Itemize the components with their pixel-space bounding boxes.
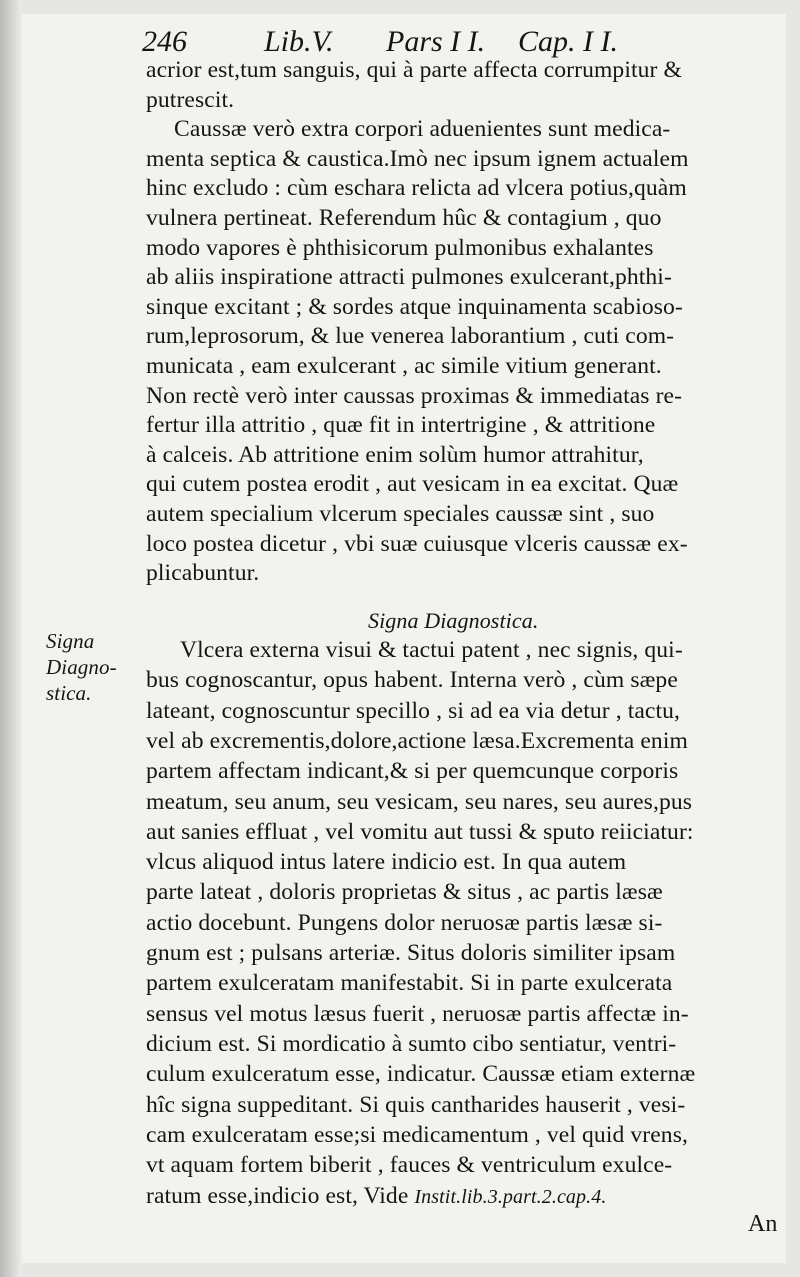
text-line: loco postea dicetur , vbi suæ cuiusque vlceris caussæ ex- bbox=[146, 530, 688, 557]
section-heading: Signa Diagnostica. bbox=[368, 608, 539, 633]
text-line: fertur illa attritio , quæ fit in intertrigine , & attritione bbox=[146, 412, 656, 439]
text-line: hinc excludo : cùm eschara relicta ad vlcera potius,quàm bbox=[146, 175, 687, 202]
text-line: acrior est,tum sanguis, qui à parte affecta corrumpitur & bbox=[146, 57, 682, 83]
text-line: ab aliis inspiratione attracti pulmones exulcerant,phthi- bbox=[146, 264, 672, 291]
text-line: partem exulceratam manifestabit. Si in parte exulcerata bbox=[146, 970, 673, 997]
text-line: Vlcera externa visui & tactui patent , nec signis, qui- bbox=[180, 637, 683, 663]
text-line: sinque excitant ; & sordes atque inquinamenta scabioso- bbox=[146, 293, 683, 320]
text-line-last bbox=[146, 1182, 606, 1210]
text-line: rum,leprosorum, & lue venerea laborantium , cuti com- bbox=[146, 323, 675, 350]
text-line: sensus vel motus læsus fuerit , neruosæ partis affectæ in- bbox=[146, 1000, 689, 1027]
page-number: 246 bbox=[142, 25, 187, 58]
text-line: gnum est ; pulsans arteriæ. Situs doloris similiter ipsam bbox=[146, 940, 676, 966]
last-line-text: ratum esse,indicio est, Vide bbox=[146, 1183, 415, 1209]
text-line: hîc signa suppeditant. Si quis cantharides hauserit , vesi- bbox=[146, 1091, 686, 1118]
text-line: vlcus aliquod intus latere indicio est. In qua autem bbox=[146, 849, 627, 876]
text-line: bus cognoscantur, opus habent. Interna verò , cùm sæpe bbox=[146, 667, 678, 694]
text-line: vt aquam fortem biberit , fauces & ventriculum exulce- bbox=[146, 1152, 673, 1179]
text-line: qui cutem postea erodit , aut vesicam in ea excitat. Quæ bbox=[146, 471, 679, 498]
part-label: Pars I I. bbox=[386, 25, 486, 58]
margin-note-line: Diagno- bbox=[46, 655, 117, 679]
text-line: Non rectè verò inter caussas proximas & immediatas re- bbox=[146, 382, 683, 409]
text-line: meatum, seu anum, seu vesicam, seu nares, seu aures,pus bbox=[146, 788, 693, 815]
margin-note-line: stica. bbox=[46, 681, 92, 705]
text-line: partem affectam indicant,& si per quemcunque corporis bbox=[146, 758, 679, 785]
text-line: parte lateat , doloris proprietas & situs , ac partis læsæ bbox=[146, 879, 663, 906]
book-label: Lib.V. bbox=[264, 25, 334, 58]
text-line: putrescit. bbox=[146, 86, 235, 113]
chapter-label: Cap. I I. bbox=[518, 25, 618, 58]
text-line: cam exulceratam esse;si medicamentum , vel quid vrens, bbox=[146, 1121, 688, 1148]
margin-note-line: Signa bbox=[46, 629, 95, 653]
text-line: lateant, cognoscuntur specillo , si ad ea via detur , tactu, bbox=[146, 697, 681, 724]
text-line: municata , eam exulcerant , ac simile vitium generant. bbox=[146, 353, 662, 379]
text-line: à calceis. Ab attritione enim solùm humor attrahitur, bbox=[146, 441, 644, 468]
text-line: autem specialium vlcerum speciales caussæ sint , suo bbox=[146, 501, 655, 527]
text-line: aut sanies effluat , vel vomitu aut tussi & sputo reiiciatur: bbox=[146, 818, 694, 845]
text-line: plicabuntur. bbox=[146, 560, 260, 587]
text-line: vel ab excrementis,dolore,actione læsa.Excrementa enim bbox=[146, 727, 688, 754]
text-line: culum exulceratum esse, indicatur. Caussæ etiam externæ bbox=[146, 1061, 696, 1088]
text-line: dicium est. Si mordicatio à sumto cibo sentiatur, ventri- bbox=[146, 1030, 677, 1057]
cross-reference: Instit.lib.3.part.2.cap.4. bbox=[414, 1186, 607, 1208]
text-line: modo vapores è phthisicorum pulmonibus exhalantes bbox=[146, 234, 654, 261]
catchword: An bbox=[748, 1211, 778, 1237]
text-line: actio docebunt. Pungens dolor neruosæ partis læsæ si- bbox=[146, 909, 663, 936]
text-line: vulnera pertineat. Referendum hûc & contagium , quo bbox=[146, 205, 662, 231]
text-line: Caussæ verò extra corpori aduenientes sunt medica- bbox=[174, 116, 671, 143]
text-line: menta septica & caustica.Imò nec ipsum ignem actualem bbox=[146, 145, 689, 172]
